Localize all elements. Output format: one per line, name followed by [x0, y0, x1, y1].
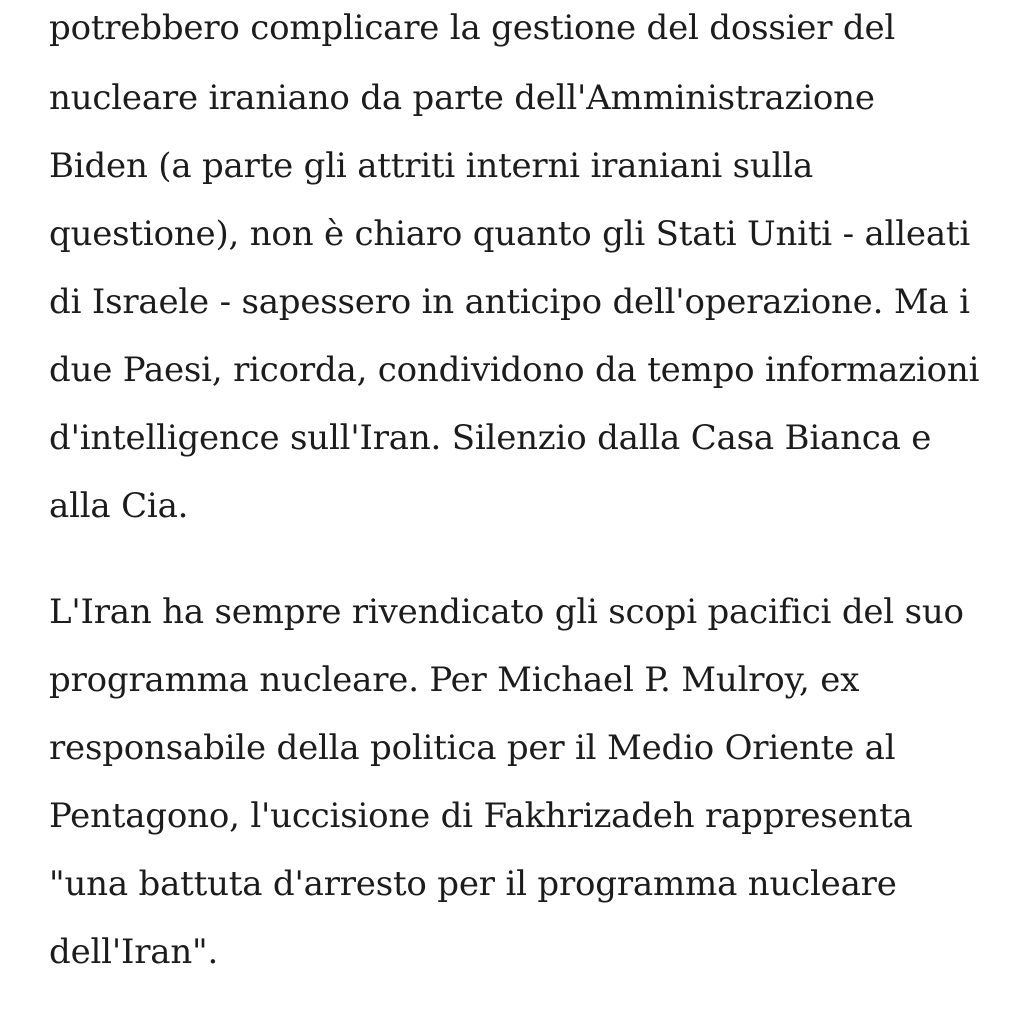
paragraph-line: due Paesi, ricorda, condividono da tempo informazioni — [49, 350, 980, 390]
paragraph-line: potrebbero complicare la gestione del dossier del — [49, 8, 896, 48]
paragraph-line: dell'Iran". — [49, 932, 219, 972]
paragraph-line: nucleare iraniano da parte dell'Amministrazione — [49, 78, 875, 118]
paragraph-line: Biden (a parte gli attriti interni iraniani sulla — [49, 146, 814, 186]
paragraph-line: L'Iran ha sempre rivendicato gli scopi pacifici del suo — [49, 592, 964, 632]
paragraph-line: "una battuta d'arresto per il programma nucleare — [49, 864, 897, 904]
paragraph-line: alla Cia. — [49, 486, 189, 526]
paragraph-line: responsabile della politica per il Medio Oriente al — [49, 728, 896, 768]
paragraph-line: programma nucleare. Per Michael P. Mulroy, ex — [49, 660, 860, 700]
paragraph-line: d'intelligence sull'Iran. Silenzio dalla Casa Bianca e — [49, 418, 932, 458]
paragraph-line: questione), non è chiaro quanto gli Stati Uniti - alleati — [49, 214, 971, 254]
paragraph-line: Pentagono, l'uccisione di Fakhrizadeh rappresenta — [49, 796, 913, 836]
paragraph-line: di Israele - sapessero in anticipo dell'operazione. Ma i — [49, 282, 970, 322]
